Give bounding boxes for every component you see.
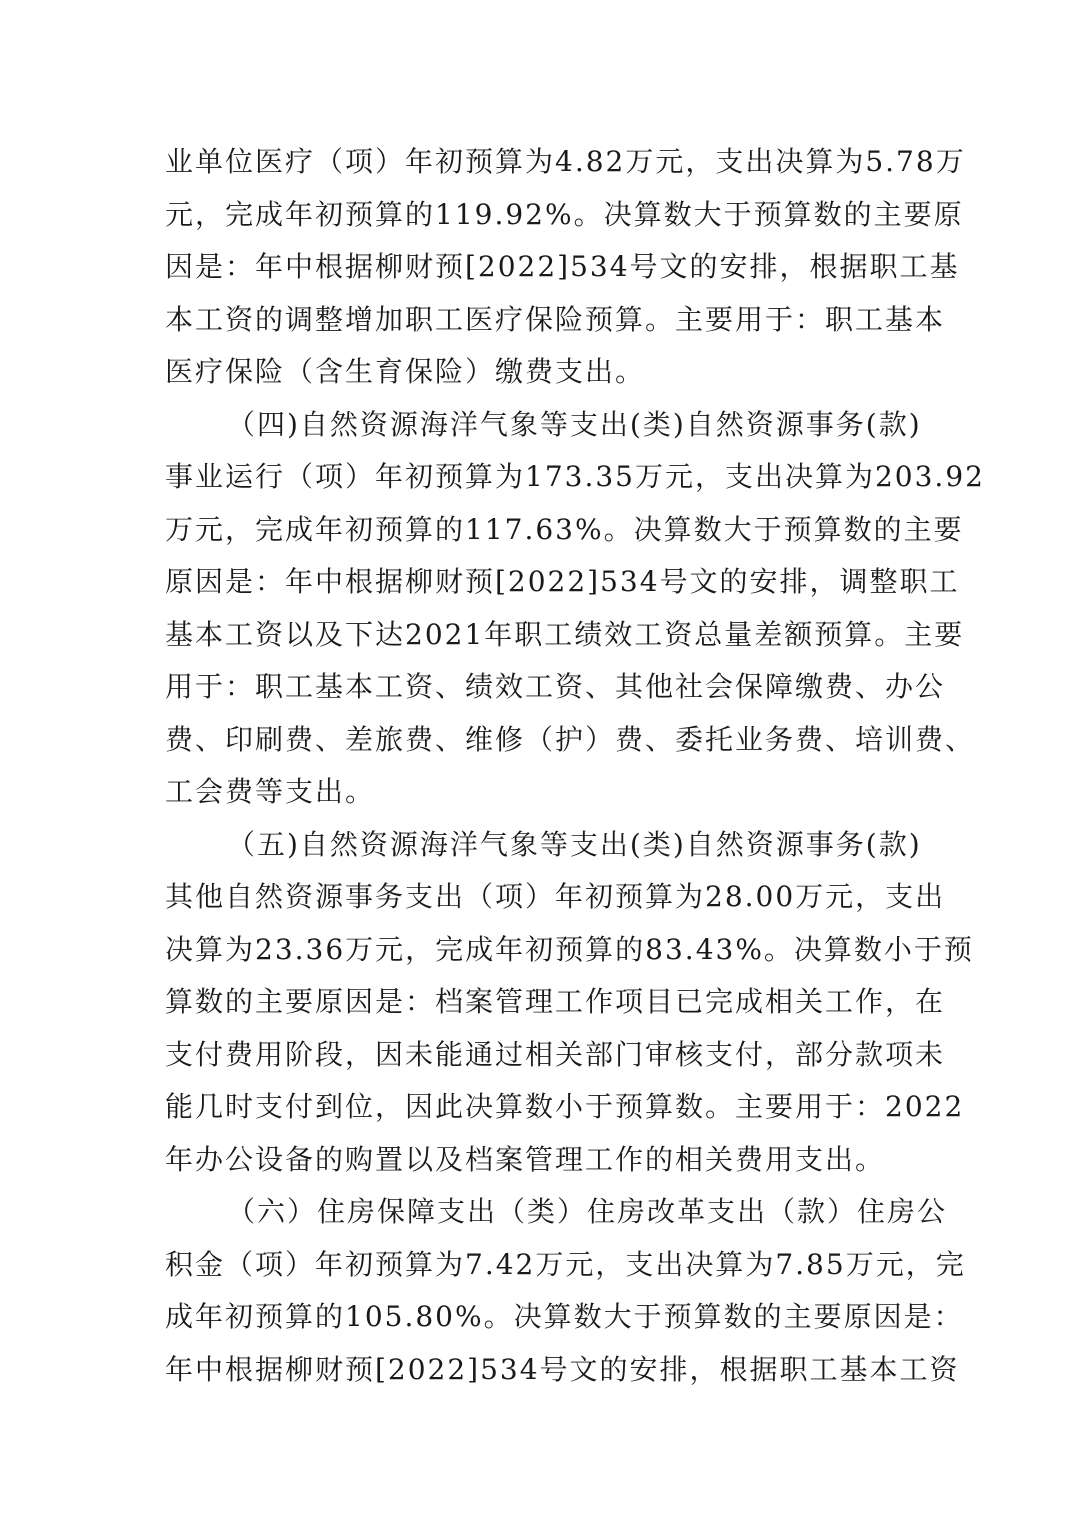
text-line: 支付费用阶段，因未能通过相关部门审核支付，部分款项未 xyxy=(165,1037,946,1071)
text-line: 费、印刷费、差旅费、维修（护）费、委托业务费、培训费、 xyxy=(165,722,976,756)
text-line: 因是：年中根据柳财预[2022]534号文的安排，根据职工基 xyxy=(165,250,960,283)
text-line: 年中根据柳财预[2022]534号文的安排，根据职工基本工资 xyxy=(165,1352,960,1386)
text-line: （四)自然资源海洋气象等支出(类)自然资源事务(款) xyxy=(227,407,922,441)
text-line: 工会费等支出。 xyxy=(165,775,376,808)
paragraph-item-6 xyxy=(165,1186,966,1396)
paragraph-item-5 xyxy=(165,819,974,1187)
document-body xyxy=(165,136,985,1396)
text-line: （五)自然资源海洋气象等支出(类)自然资源事务(款) xyxy=(227,827,922,861)
text-line: 成年初预算的105.80%。决算数大于预算数的主要原因是： xyxy=(165,1300,964,1333)
paragraph-medical-insurance xyxy=(165,136,966,399)
text-line: 用于：职工基本工资、绩效工资、其他社会保障缴费、办公 xyxy=(165,670,946,703)
text-line: 业单位医疗（项）年初预算为4.82万元，支出决算为5.78万 xyxy=(165,145,966,178)
text-line: 算数的主要原因是：档案管理工作项目已完成相关工作，在 xyxy=(165,985,946,1018)
paragraph-item-4 xyxy=(165,399,985,819)
text-line: 元，完成年初预算的119.92%。决算数大于预算数的主要原 xyxy=(165,197,964,231)
text-line: 能几时支付到位，因此决算数小于预算数。主要用于：2022 xyxy=(165,1090,965,1123)
text-line: 医疗保险（含生育保险）缴费支出。 xyxy=(165,355,646,388)
text-line: （六）住房保障支出（类）住房改革支出（款）住房公 xyxy=(227,1195,948,1228)
text-line: 决算为23.36万元，完成年初预算的83.43%。决算数小于预 xyxy=(165,932,974,966)
text-line: 其他自然资源事务支出（项）年初预算为28.00万元，支出 xyxy=(165,880,946,913)
text-line: 事业运行（项）年初预算为173.35万元，支出决算为203.92 xyxy=(165,460,985,493)
text-line: 原因是：年中根据柳财预[2022]534号文的安排，调整职工 xyxy=(165,565,960,598)
text-line: 万元，完成年初预算的117.63%。决算数大于预算数的主要 xyxy=(165,512,964,546)
text-line: 年办公设备的购置以及档案管理工作的相关费用支出。 xyxy=(165,1142,886,1176)
text-line: 本工资的调整增加职工医疗保险预算。主要用于：职工基本 xyxy=(165,302,946,336)
text-line: 积金（项）年初预算为7.42万元，支出决算为7.85万元，完 xyxy=(165,1247,966,1281)
text-line: 基本工资以及下达2021年职工绩效工资总量差额预算。主要 xyxy=(165,617,965,651)
